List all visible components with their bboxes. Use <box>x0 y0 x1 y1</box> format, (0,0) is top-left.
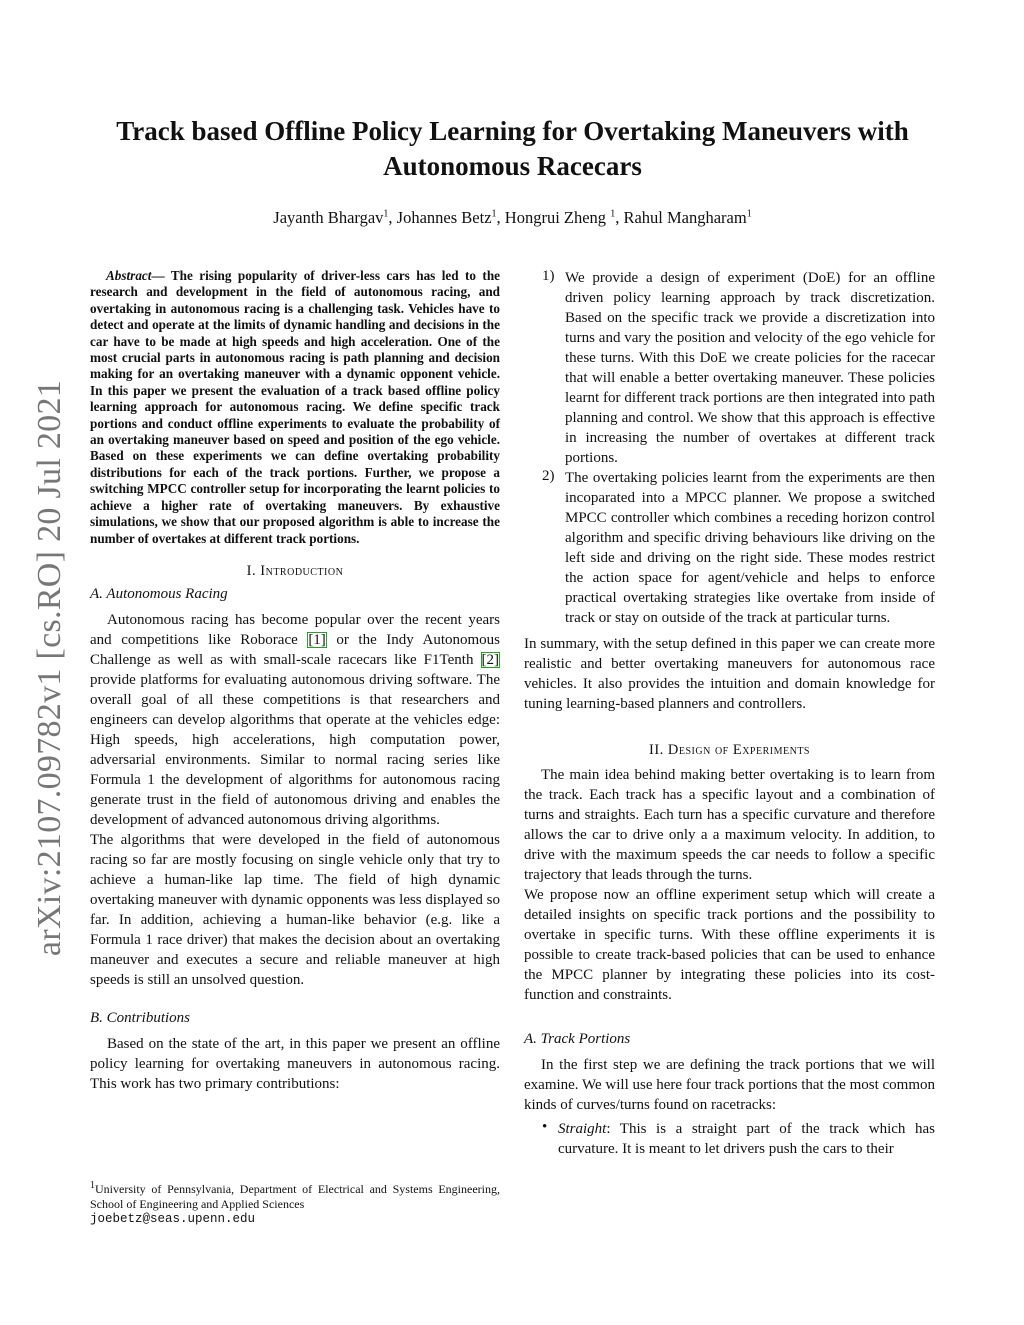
section-number: II. <box>648 742 664 758</box>
list-item-text: We provide a design of experiment (DoE) for an offline driven policy learning approach by track discretization. Based on the specific track we provide a discretization into turns and vary the position and velocity of the ego vehicle for these turns. With this DoE we create policies for the racecar that will enable a better overtaking maneuver. These policies learnt for different track portions are then integrated into path planning and control. We show that this approach is effective in increasing the number of overtakes at different track portions. <box>565 270 935 466</box>
paragraph-autonomous-racing-1 <box>90 610 500 830</box>
subsection-title: Contributions <box>106 1009 191 1026</box>
paragraph-doe-1: The main idea behind making better overtaking is to learn from the track. Each track has a specific layout and a combination of turns and straights. Each turn has a specific curvature and therefore allows the car to drive only a a maximum velocity. In addition, to drive with the maximum speeds the car needs to follow a specific trajectory that leads through the turns. <box>524 767 935 883</box>
list-item-number: 2) <box>542 468 555 484</box>
author-affiliation-mark: 1 <box>610 208 616 220</box>
subsection-label: A. <box>90 585 103 602</box>
paragraph-text: or the Indy Autonomous Challenge as well as with small-scale racecars like F1Tenth <box>90 631 500 668</box>
subsection-label: A. <box>524 1031 537 1047</box>
paragraph-text: Autonomous racing has become popular over the recent years and competitions like Roborace <box>90 611 500 648</box>
author-list: Jayanth Bhargav$^1$, Johannes Betz$^1$, Hongrui Zheng $^1$, Rahul Mangharam$^1$ <box>273 208 752 227</box>
section-heading-design-of-experiments <box>524 742 935 759</box>
affiliation-footnote <box>90 1182 500 1227</box>
paragraph-track-portions: In the first step we are defining the track portions that we will examine. We will use here four track portions that the most common kinds of curves/turns found on racetracks: <box>524 1057 935 1113</box>
citation-link[interactable]: [1] <box>308 631 326 648</box>
abstract-text: The rising popularity of driver-less cars has led to the research and development in the field of autonomous racing, and overtaking in autonomous racing is a challenging task. Vehicles have to detect and operate at the limits of dynamic handling and decisions in the car have to be made at high speeds and high acceleration. One of the most crucial parts in autonomous racing is path planning and decision making for an overtaking maneuver with a dynamic opponent vehicle. In this paper we present the evaluation of a track based offline policy learning approach for autonomous racing. We define specific track portions and conduct offline experiments to evaluate the probability of an overtaking maneuver based on speed and position of the ego vehicle. Based on these experiments we can define overtaking probability distributions for each of the track portions. Further, we propose a switching MPCC controller setup for incorporating the learnt policies to achieve a higher rate of overtaking maneuvers. By exhaustive simulations, we show that our proposed algorithm is able to increase the number of overtakes at different track portions. <box>90 268 501 546</box>
paragraph-text: provide platforms for evaluating autonomous driving software. The overall goal of all these competitions is that researchers and engineers can develop algorithms that operate at the vehicles edge: High speeds, high accelerations, high computation power, adversarial environments. Similar to normal racing series like Formula 1 the development of algorithms for autonomous racing generate trust in the field of autonomous driving and enables the development of advanced autonomous driving algorithms. <box>90 671 500 828</box>
citation-link[interactable]: [2] <box>481 651 499 668</box>
paragraph-contributions: Based on the state of the art, in this paper we present an offline policy learning for overtaking maneuvers in autonomous racing. This work has two primary contributions: <box>90 1035 500 1092</box>
abstract: Abstract— The rising popularity of driver-less cars has led to the research and development in the field of autonomous racing, and overtaking in autonomous racing is a challenging task. Vehicles have to detect and operate at the limits of dynamic handling and decisions in the car have to be made at high speeds and high acceleration. One of the most crucial parts in autonomous racing is path planning and decision making for an overtaking maneuver with a dynamic opponent vehicle. In this paper we present the evaluation of a track based offline policy learning approach for autonomous racing. We define specific track portions and conduct offline experiments to evaluate the probability of an overtaking maneuver based on speed and position of the ego vehicle. Based on these experiments we can define overtaking probability distributions for each of the track portions. Further, we propose a switching MPCC controller setup for incorporating the learnt policies to achieve a higher rate of overtaking maneuvers. By exhaustive simulations, we show that our proposed algorithm is able to increase the number of overtakes at different track portions. <box>90 268 501 546</box>
list-item <box>524 268 935 468</box>
author-name: Rahul Mangharam <box>623 208 747 227</box>
list-item <box>524 468 935 628</box>
author-email[interactable]: joebetz@seas.upenn.edu <box>90 1212 256 1227</box>
subsection-heading-autonomous-racing <box>90 586 500 603</box>
paragraph-doe-2: We propose now an offline experiment setup which will create a detailed insights on specific track portions and the possibility to overtake in specific turns. With these offline experiments it is possible to create track-based policies that can be used to enhance the MPCC planner by integrating these policies into its cost-function and constraints. <box>524 887 935 1003</box>
footnote-mark: 1 <box>90 1180 95 1191</box>
subsection-title: Autonomous Racing <box>106 585 228 602</box>
right-column <box>524 268 935 1159</box>
list-item-term: Straight <box>558 1121 607 1137</box>
author-affiliation-mark: 1 <box>491 208 497 220</box>
section-number: I. <box>246 562 257 579</box>
arxiv-id-text: arXiv:2107.09782v1 [cs.RO] 20 Jul 2021 <box>31 379 68 957</box>
author-name: Hongrui Zheng <box>504 208 611 227</box>
paragraph-summary: In summary, with the setup defined in this paper we can create more realistic and better overtaking maneuvers for autonomous race vehicles. It also provides the intuition and domain knowledge for tuning learning-based planners and controllers. <box>524 636 935 712</box>
list-item-text <box>558 1119 935 1159</box>
author-affiliation-mark: 1 <box>383 208 389 220</box>
author-name: Johannes Betz <box>396 208 492 227</box>
section-heading-introduction <box>90 563 500 580</box>
author-name: Jayanth Bhargav <box>273 208 384 227</box>
contributions-list <box>524 268 935 628</box>
footnote-text: University of Pennsylvania, Department of Electrical and Systems Engineering, School of Engineering and Applied Sciences <box>90 1182 500 1211</box>
subsection-heading-track-portions <box>524 1031 935 1048</box>
arxiv-identifier-stamp <box>28 368 72 968</box>
subsection-title: Track Portions <box>540 1031 631 1047</box>
section-title: Design of Experiments <box>667 742 810 758</box>
subsection-heading-contributions <box>90 1010 500 1027</box>
track-portions-list <box>524 1119 935 1159</box>
bullet-icon: • <box>542 1119 548 1135</box>
section-title: Introduction <box>260 562 344 579</box>
list-item-description: : This is a straight part of the track which has curvature. It is meant to let drivers push the cars to their <box>558 1121 935 1157</box>
author-affiliation-mark: 1 <box>746 208 752 220</box>
paper-title: Track based Offline Policy Learning for Overtaking Maneuvers with Autonomous Racecars <box>116 116 909 181</box>
list-item-text: The overtaking policies learnt from the experiments are then incoparated into a MPCC planner. We propose a switched MPCC controller which combines a receding horizon control algorithm and specific driving behaviours like driving on the left side and driving on the right side. These modes restrict the action space for agent/vehicle and helps to enforce practical overtaking strategies like overtake from inside of track or stay on outside of the track at particular turns. <box>565 470 935 626</box>
abstract-label: Abstract <box>106 268 152 283</box>
list-item-number: 1) <box>542 268 555 284</box>
paragraph-autonomous-racing-2: The algorithms that were developed in the field of autonomous racing so far are mostly focusing on single vehicle only that try to achieve a human-like lap time. The field of high dynamic overtaking maneuver with dynamic opponents was less displayed so far. In addition, achieving a human-like behavior (e.g. like a Formula 1 race driver) that makes the decision about an overtaking maneuver and executes a secure and reliable maneuver at high speeds is still an unsolved question. <box>90 831 500 988</box>
subsection-label: B. <box>90 1009 103 1026</box>
list-item <box>524 1119 935 1159</box>
left-column <box>90 268 500 1094</box>
